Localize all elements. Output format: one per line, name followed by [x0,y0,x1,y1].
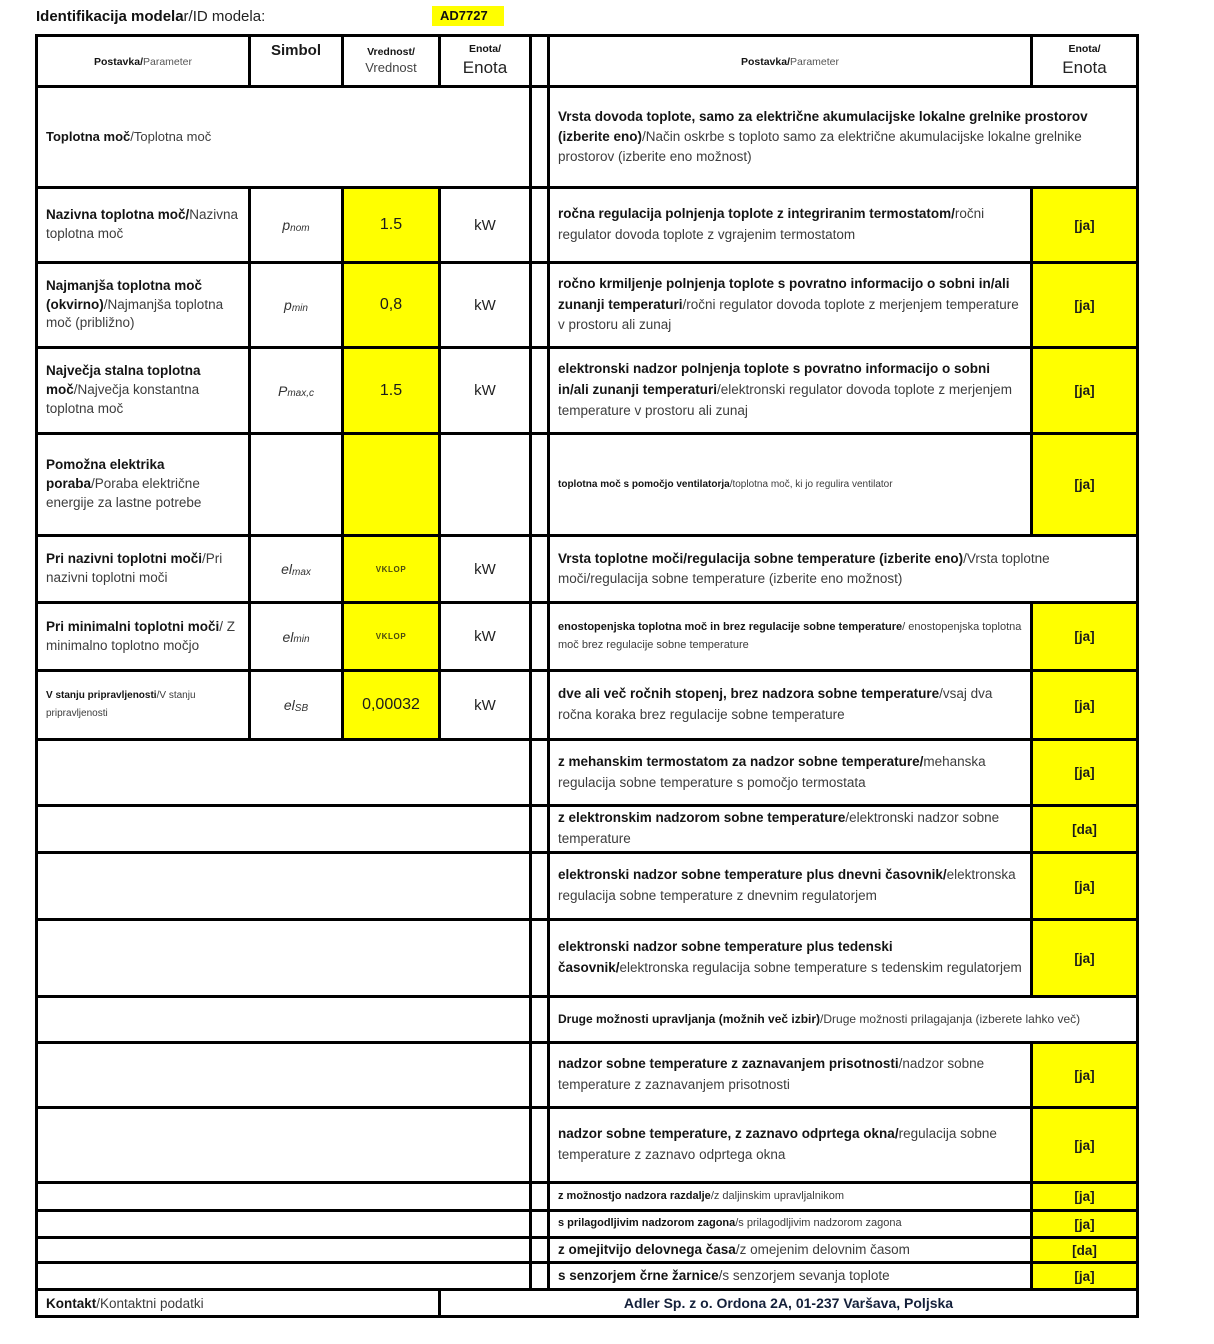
spacer-cell [532,1109,547,1181]
right-param-text-bold: ročna regulacija polnjenja toplote z integriranim termostatom/ [558,206,955,222]
symbol-cell [251,435,341,534]
unit-cell [441,349,529,432]
left-full-cell [38,1109,529,1181]
symbol-cell [251,537,341,601]
right-param-text-bold: nadzor sobne temperature z zaznavanjem prisotnosti [558,1056,899,1072]
left-full-cell [38,741,529,804]
spacer-cell [532,921,547,995]
symbol-cell [251,349,341,432]
right-unit-cell [1033,189,1136,261]
unit-text: kW [474,382,496,399]
right-param-cell [550,1044,1030,1106]
param-text-normal: /Najmanjša toplotna moč (približno) [46,296,224,331]
symbol-subscript: max [292,566,311,578]
right-full-cell [550,537,1136,601]
right-unit-cell [1033,435,1136,534]
header-unit-left-line2: Enota [462,57,508,77]
symbol-base: P [277,382,288,399]
right-param-cell [550,1184,1030,1209]
value-cell [344,264,438,346]
right-param-cell [550,1212,1030,1236]
param-cell [38,537,248,601]
right-param-cell [550,741,1030,804]
right-param-text-normal: ročni regulator dovoda toplote z vgrajenim termostatom [558,206,985,242]
spacer-cell [532,854,547,918]
param-text-normal: / Z minimalno toplotno močjo [46,618,236,653]
unit-text: kW [474,296,496,314]
right-unit-cell [1033,921,1136,995]
value-cell [344,435,438,534]
unit-cell [441,604,529,669]
right-unit-text: [da] [1072,1242,1097,1258]
symbol-subscript: min [293,634,310,645]
param-text-normal: /Največja konstantna toplotna moč [46,382,200,416]
right-unit-cell [1033,1184,1136,1209]
right-param-cell [550,604,1030,669]
right-unit-cell [1033,1212,1136,1236]
value-text: 1.5 [379,216,403,233]
spacer-cell [532,998,547,1041]
right-param-text-normal: /z omejenim delovnim časom [735,1241,910,1257]
right-param-cell [550,854,1030,918]
page-title [36,8,265,25]
right-param-text-bold: z možnostjo nadzora razdalje [558,1189,711,1202]
right-unit-cell [1033,672,1136,738]
unit-text: kW [474,696,496,714]
symbol-cell [251,604,341,669]
symbol-cell [251,264,341,346]
right-param-text-normal: /toplotna moč, ki jo regulira ventilator [729,478,893,490]
header-value-line1: Vrednost/ [367,46,415,59]
right-full-cell [550,998,1136,1041]
unit-cell [441,264,529,346]
right-param-text-normal: /s prilagodljivim nadzorom zagona [735,1217,902,1230]
param-text-bold: Nazivna toplotna moč/ [46,207,190,223]
left-full-cell [38,1184,529,1209]
right-unit-text: [ja] [1074,1067,1095,1083]
param-text-normal: /Toplotna moč [130,128,212,144]
symbol-base: p [282,217,291,233]
value-text: VKLOP [375,564,407,574]
value-cell [344,537,438,601]
header-cell-symbol [251,37,341,85]
param-text-bold: Največja stalna toplotna moč [46,363,201,398]
right-unit-text: [ja] [1074,697,1095,713]
right-param-text-normal: /vsaj dva ročna koraka brez regulacije sobne temperature [558,686,993,722]
datasheet-table [35,34,1139,1318]
param-cell [38,264,248,346]
right-unit-text: [ja] [1074,297,1095,313]
left-full-cell [38,1212,529,1236]
right-param-text-bold: toplotna moč s pomočjo ventilatorja [558,478,730,490]
header-cell-parameter-right [550,37,1030,85]
header-symbol-label: Simbol [270,42,321,59]
right-param-text-bold: Vrsta toplotne moči/regulacija sobne temperature (izberite eno) [558,550,964,566]
param-cell [38,672,248,738]
spacer-cell [532,1212,547,1236]
unit-cell [441,672,529,738]
left-full-cell [38,88,529,186]
param-cell [38,349,248,432]
right-param-cell [550,264,1030,346]
right-param-text-normal: /Vrsta toplotne moči/regulacija sobne temperature (izberite eno možnost) [558,550,1050,586]
param-text-bold: Najmanjša toplotna moč (okvirno) [46,277,203,312]
value-cell [344,604,438,669]
right-unit-text: [ja] [1074,1137,1095,1153]
contact-text-bold: Kontakt [46,1295,97,1311]
address-text: Adler Sp. z o. Ordona 2A, 01-237 Varšava, Poljska [623,1295,954,1311]
right-full-cell [550,88,1136,186]
right-param-text-bold: elektronski nadzor sobne temperature plus tedenski časovnik/ [558,939,893,975]
header-cell-parameter-left [38,37,248,85]
param-cell [38,189,248,261]
right-param-text-normal: /elektronski nadzor sobne temperature [558,810,1000,846]
left-full-cell [38,854,529,918]
header-parameter-right-bold: Postavka/ [740,56,790,69]
right-unit-text: [ja] [1074,383,1095,398]
right-param-text-bold: ročno krmiljenje polnjenja toplote s povratno informacijo o sobni in/ali zunanji temperaturi [558,275,1010,312]
spacer-cell [532,1184,547,1209]
param-text-bold: Toplotna moč [46,128,131,144]
right-param-text-bold: z omejitvijo delovnega časa [558,1241,736,1257]
value-text: 0,00032 [362,696,420,713]
spacer-cell [532,37,547,85]
right-unit-text: [ja] [1074,950,1095,966]
unit-text: kW [474,628,496,645]
spacer-cell [532,807,547,851]
right-param-text-normal: mehanska regulacija sobne temperature s pomočjo termostata [558,753,986,790]
left-full-cell [38,1264,529,1288]
symbol-subscript: min [291,302,308,314]
right-param-text-normal: / enostopenjska toplotna moč brez regulacije sobne temperature [558,620,1022,651]
spacer-cell [532,189,547,261]
unit-cell [441,537,529,601]
left-full-cell [38,998,529,1041]
right-param-text-normal: elektronska regulacija sobne temperature s tedenskim regulatorjem [619,960,1022,975]
right-unit-cell [1033,604,1136,669]
left-full-cell [38,807,529,851]
param-text-normal: /V stanju pripravljenosti [46,690,196,719]
param-cell [38,604,248,669]
contact-cell [38,1291,438,1315]
right-param-text-normal: /s senzorjem sevanja toplote [718,1267,890,1283]
symbol-subscript: nom [290,222,310,234]
right-unit-text: [ja] [1074,1268,1095,1284]
header-cell-unit-right [1033,37,1136,85]
right-unit-text: [ja] [1074,217,1095,233]
symbol-base: el [281,561,292,577]
spacer-cell [532,435,547,534]
symbol-base: el [283,697,295,713]
value-text: 0,8 [379,296,403,313]
spacer-cell [532,349,547,432]
spacer-cell [532,537,547,601]
symbol-subscript: SB [294,702,309,714]
right-unit-text: [ja] [1074,1216,1095,1232]
header-cell-value [344,37,438,85]
left-full-cell [38,1239,529,1261]
right-param-text-normal: /z daljinskim upravljalnikom [710,1189,845,1202]
right-param-text-bold: elektronski nadzor polnjenja toplote s povratno informacijo o sobni in/ali zunanji temperaturi [558,361,991,398]
header-cell-unit-left [441,37,529,85]
contact-text-normal: /Kontaktni podatki [96,1295,204,1311]
right-param-text-normal: /ročni regulator dovoda toplote z merjenjem temperature v prostoru ali zunaj [558,296,1019,333]
right-param-cell [550,435,1030,534]
header-value-line2: Vrednost [365,60,417,76]
header-parameter-right-normal: Parameter [790,56,840,69]
header-unit-right-line2: Enota [1062,57,1107,77]
param-text-normal: /Pri nazivni toplotni moči [46,551,223,585]
unit-cell [441,189,529,261]
symbol-base: p [284,297,292,313]
right-param-text-bold: s senzorjem črne žarnice [558,1267,719,1283]
unit-text: kW [474,216,496,234]
right-param-text-bold: s prilagodljivim nadzorom zagona [558,1217,736,1230]
spacer-cell [532,1239,547,1261]
right-unit-text: [ja] [1074,1189,1095,1204]
value-cell [344,672,438,738]
right-param-text-bold: dve ali več ročnih stopenj, brez nadzora sobne temperature [558,686,940,702]
param-text-bold: V stanju pripravljenosti [46,690,157,701]
right-param-text-normal: elektronska regulacija sobne temperature z dnevnim regulatorjem [558,867,1016,903]
right-param-text-bold: elektronski nadzor sobne temperature plus dnevni časovnik/ [558,867,947,883]
value-cell [344,349,438,432]
right-unit-text: [ja] [1074,878,1095,894]
value-text: 1.5 [379,381,403,399]
symbol-subscript: max,c [287,388,314,399]
spacer-cell [532,1044,547,1106]
header-unit-right-line1: Enota/ [1068,43,1101,56]
right-param-text-bold: Vrsta dovoda toplote, samo za električne akumulacijske lokalne grelnike prostorov (izberite eno) [558,108,1088,144]
unit-text: kW [474,560,496,578]
right-param-cell [550,349,1030,432]
param-text-normal: /Poraba električne energije za lastne potrebe [46,476,202,510]
model-id-badge: AD7727 [432,6,504,26]
spacer-cell [532,604,547,669]
header-parameter-left-bold: Postavka/ [93,56,143,69]
right-unit-cell [1033,264,1136,346]
value-text: VKLOP [375,632,407,641]
value-cell [344,189,438,261]
right-unit-cell [1033,1044,1136,1106]
right-param-cell [550,1239,1030,1261]
right-param-text-normal: /elektronski regulator dovoda toplote z merjenjem temperature v prostoru ali zunaj [558,382,1012,418]
param-text-bold: Pri nazivni toplotni moči [46,551,203,567]
right-param-cell [550,921,1030,995]
right-unit-cell [1033,1109,1136,1181]
param-text-bold: Pri minimalni toplotni moči [46,618,220,634]
right-param-text-bold: enostopenjska toplotna moč in brez regulacije sobne temperature [558,620,903,633]
right-param-cell [550,1109,1030,1181]
symbol-base: el [282,628,294,645]
unit-cell [441,435,529,534]
right-unit-cell [1033,807,1136,851]
spacer-cell [532,264,547,346]
param-text-bold: Pomožna elektrika poraba [46,457,165,492]
right-unit-cell [1033,349,1136,432]
right-param-cell [550,1264,1030,1288]
spacer-cell [532,672,547,738]
right-unit-cell [1033,1264,1136,1288]
right-param-text-normal: /Način oskrbe s toploto samo za električne akumulacijske lokalne grelnike prostorov (izberite eno možnost) [558,128,1082,165]
spacer-cell [532,1264,547,1288]
right-unit-text: [ja] [1074,765,1095,780]
left-full-cell [38,921,529,995]
left-full-cell [38,1044,529,1106]
param-cell [38,435,248,534]
symbol-cell [251,672,341,738]
right-param-text-normal: regulacija sobne temperature z zaznavo odprtega okna [558,1126,997,1162]
page-title-rest: r/ID modela: [183,8,266,25]
right-unit-cell [1033,1239,1136,1261]
right-param-cell [550,189,1030,261]
spacer-cell [532,741,547,804]
right-param-cell [550,807,1030,851]
right-param-text-normal: /Druge možnosti prilagajanja (izberete lahko več) [820,1012,1081,1027]
address-cell [441,1291,1136,1315]
right-param-text-bold: Druge možnosti upravljanja (možnih več izbir) [558,1012,821,1027]
right-param-text-bold: z elektronskim nadzorom sobne temperature [558,810,846,826]
right-param-text-bold: nadzor sobne temperature, z zaznavo odprtega okna/ [558,1126,899,1142]
header-parameter-left-normal: Parameter [143,56,193,69]
header-unit-left-line1: Enota/ [468,43,502,56]
right-param-text-bold: z mehanskim termostatom za nadzor sobne temperature/ [558,753,924,769]
spacer-cell [532,88,547,186]
right-unit-text: [ja] [1074,477,1095,492]
right-unit-cell [1033,854,1136,918]
right-param-text-normal: /nadzor sobne temperature z zaznavanjem prisotnosti [558,1056,985,1092]
right-param-cell [550,672,1030,738]
right-unit-text: [ja] [1074,629,1095,644]
right-unit-text: [da] [1072,821,1097,837]
param-text-normal: Nazivna toplotna moč [46,207,239,241]
page-title-bold: Identifikacija modela [36,8,184,25]
right-unit-cell [1033,741,1136,804]
symbol-cell [251,189,341,261]
